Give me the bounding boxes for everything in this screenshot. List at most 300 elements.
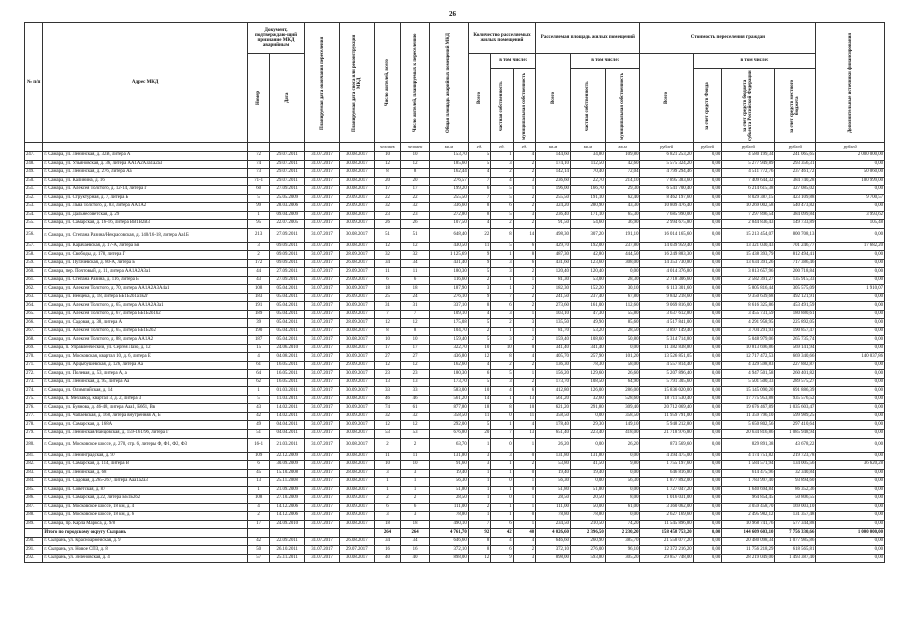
table-cell: 0,00 — [605, 486, 640, 495]
table-cell: 5 207 896,40 — [640, 370, 693, 379]
table-cell: 74,20 — [605, 520, 640, 529]
table-cell: 74 — [374, 404, 401, 413]
table-cell: 0,00 — [693, 310, 722, 319]
table-cell: 297 410,64 — [775, 421, 816, 430]
table-cell: 252. — [25, 194, 43, 203]
table-cell: 16 014 165,60 — [640, 228, 693, 242]
table-row — [25, 395, 885, 404]
table-cell: 10 809 476,40 — [640, 203, 693, 212]
table-cell: 51 — [401, 228, 430, 242]
table-cell: 31.07.2017 — [305, 361, 340, 370]
table-cell: 13 526 851,05 — [640, 353, 693, 362]
table-cell: 327 085,02 — [775, 186, 816, 195]
header-doc-date: Дата — [284, 92, 290, 104]
table-cell: 3 637 612,80 — [640, 310, 693, 319]
table-cell: 78,80 — [570, 512, 605, 521]
table-cell: 105,48 — [816, 220, 885, 229]
table-cell: 877,80 — [429, 404, 468, 413]
table-cell: 19 676 467,89 — [722, 404, 775, 413]
table-cell: 78,30 — [570, 361, 605, 370]
table-cell: 577 344,88 — [775, 520, 816, 529]
table-cell: 0,00 — [816, 503, 885, 512]
table-cell: 701 246,77 — [775, 242, 816, 251]
table-cell: 2 495 982,12 — [722, 512, 775, 521]
table-cell: 431,60 — [536, 259, 571, 268]
table-cell: 81,70 — [536, 327, 571, 336]
table-cell: 50,80 — [605, 336, 640, 345]
table-cell: 412,80 — [536, 387, 571, 396]
table-cell: 31.07.2017 — [305, 378, 340, 387]
table-cell: 2 — [468, 327, 490, 336]
table-cell: 257. — [25, 242, 43, 251]
table-cell: 29,30 — [605, 186, 640, 195]
table-cell: 285. — [25, 486, 43, 495]
table-cell: 0,00 — [693, 336, 722, 345]
table-cell: 111,00 — [536, 503, 571, 512]
table-cell: 0,00 — [693, 186, 722, 195]
table-cell: 26,20 — [536, 438, 571, 452]
table-cell: 7 — [491, 293, 513, 302]
table-cell: 91,50 — [536, 220, 571, 229]
table-cell: 9 700,57 — [816, 194, 885, 203]
unit-cell — [43, 143, 248, 152]
table-cell: 272. — [25, 370, 43, 379]
table-cell: 14.02.2011 — [270, 404, 305, 413]
table-cell: 0,00 — [693, 395, 722, 404]
table-cell: 191,10 — [605, 228, 640, 242]
table-cell: 131,80 — [570, 452, 605, 461]
table-cell: 2 — [513, 220, 535, 229]
table-cell: 91,60 — [429, 461, 468, 470]
table-cell: 31.07.2017 — [305, 486, 340, 495]
table-cell: 13 — [374, 378, 401, 387]
header-fund: за счет средств Фонда — [704, 81, 710, 130]
table-cell: 9 — [491, 554, 513, 563]
table-cell: 23 — [374, 211, 401, 220]
table-cell: 28.09.2017 — [339, 251, 374, 260]
table-cell: 28.08.2017 — [339, 469, 374, 478]
table-cell: 7 — [401, 310, 430, 319]
table-cell: 214,10 — [605, 177, 640, 186]
header-count-municipal: муниципальная собственность — [521, 71, 527, 140]
table-cell: 108,60 — [570, 336, 605, 345]
table-cell: г. Самара, ул. Алексея Толстого, д. 12-14, литера Г — [43, 186, 248, 195]
table-cell: 5 948 212,80 — [640, 421, 693, 430]
table-row — [25, 486, 885, 495]
table-cell: 182,30 — [536, 285, 571, 294]
table-cell: 61 — [401, 404, 430, 413]
table-cell: 24.06.2010 — [270, 344, 305, 353]
table-cell: 2 — [374, 495, 401, 504]
table-cell: 717 386,46 — [775, 259, 816, 268]
table-row — [25, 520, 885, 529]
unit-cell — [305, 143, 340, 152]
header-extra-sources: Дополнительные источники финансирования — [847, 32, 853, 133]
table-body — [25, 152, 885, 563]
table-cell: 14 039 959,40 — [640, 242, 693, 251]
table-cell: 1 — [491, 421, 513, 430]
table-cell: 180,30 — [429, 268, 468, 277]
table-cell: 144 609 603,10 — [722, 529, 775, 538]
table-cell: 280,90 — [570, 203, 605, 212]
table-cell: 646 816,80 — [640, 469, 693, 478]
header-count-total: Всего — [476, 92, 482, 104]
table-cell: 30.09.2017 — [339, 378, 374, 387]
table-cell: 166,70 — [570, 186, 605, 195]
table-cell: 2 — [491, 220, 513, 229]
table-cell: 10 968 741,76 — [722, 520, 775, 529]
table-cell: 0,00 — [816, 336, 885, 345]
table-cell: 55,80 — [605, 310, 640, 319]
table-cell: 2 — [513, 378, 535, 387]
table-cell: 829 891,38 — [722, 438, 775, 452]
table-cell: 22.07.2005 — [270, 220, 305, 229]
table-cell: 149 733,89 — [775, 220, 816, 229]
table-cell: 0,00 — [693, 327, 722, 336]
table-cell: 25.05.2009 — [270, 194, 305, 203]
table-cell: 9,80 — [605, 461, 640, 470]
table-cell: 284. — [25, 478, 43, 487]
table-cell: 15 836 020,00 — [640, 387, 693, 396]
table-cell: 30.09.2017 — [339, 220, 374, 229]
table-cell: 1 — [247, 387, 269, 396]
table-cell: 131 357,48 — [775, 512, 816, 521]
table-cell: 31.07.2017 — [305, 327, 340, 336]
table-row — [25, 361, 885, 370]
table-cell: г. Самара, ул. Арцыбушевская, д. 126, литера Аа — [43, 361, 248, 370]
table-cell: 22 — [468, 228, 490, 242]
unit-cell: ед. — [513, 143, 535, 152]
table-row — [25, 404, 885, 413]
table-cell: 34 — [374, 537, 401, 546]
table-cell: 62,40 — [605, 194, 640, 203]
table-cell: г. Самара, ул. Самарская, д.22, литера ББ1Б2б2 — [43, 495, 248, 504]
table-cell: 4 761,70 — [429, 529, 468, 538]
table-cell: 257,90 — [570, 353, 605, 362]
table-cell: 09.04.2009 — [270, 211, 305, 220]
table-cell: 27.09.2011 — [270, 276, 305, 285]
table-cell: 0,00 — [693, 529, 722, 538]
table-cell: 190 857,47 — [775, 327, 816, 336]
table-cell: 109,10 — [429, 310, 468, 319]
table-cell: 56,30 — [429, 478, 468, 487]
table-cell: 12 — [468, 353, 490, 362]
table-cell: 46 — [374, 395, 401, 404]
table-cell: г. Самара, ул. Алексея Толстого, д. 70, литера АА1А2А3А4а1 — [43, 285, 248, 294]
table-cell: 22 — [401, 194, 430, 203]
table-cell: 04.04.2011 — [270, 421, 305, 430]
table-cell: 278. — [25, 421, 43, 430]
table-cell: 187,90 — [429, 285, 468, 294]
table-cell: 29.07.2011 — [270, 152, 305, 161]
table-cell: 1 — [247, 211, 269, 220]
table-cell: 20 — [468, 429, 490, 438]
table-cell: 1 — [513, 495, 535, 504]
table-cell: 31.07.2017 — [305, 404, 340, 413]
table-cell: 144,60 — [536, 152, 571, 161]
table-cell — [247, 529, 269, 538]
table-cell: 24 — [401, 293, 430, 302]
table-cell: 8 — [491, 404, 513, 413]
table-row — [25, 152, 885, 161]
table-cell: 31.07.2017 — [305, 177, 340, 186]
table-row — [25, 285, 885, 294]
table-cell: 3 — [491, 268, 513, 277]
table-cell: 1 — [491, 327, 513, 336]
table-cell: г. Самара, ул. Ленинская/Ванцовская, д. 159-161/96, литера Г — [43, 429, 248, 438]
table-cell: 31 — [401, 302, 430, 311]
table-cell: 249. — [25, 169, 43, 178]
header-area-group: Расселяемая площадь жилых помещений — [536, 23, 640, 54]
table-cell: 264. — [25, 302, 43, 311]
table-row — [25, 169, 885, 178]
table-cell: 3 — [401, 469, 430, 478]
table-cell: 7 297 896,54 — [722, 211, 775, 220]
table-cell: 5 — [468, 421, 490, 430]
table-cell: 1 — [491, 395, 513, 404]
table-cell: 6 — [401, 503, 430, 512]
table-cell: 237,40 — [570, 293, 605, 302]
table-cell: 36 620,28 — [816, 461, 885, 470]
table-cell: 18 — [468, 404, 490, 413]
table-cell: 31.07.2017 — [305, 395, 340, 404]
table-cell: 11 — [374, 268, 401, 277]
table-cell: 0,00 — [605, 344, 640, 353]
table-cell: 269. — [25, 344, 43, 353]
table-cell: г. Самара, ул. Самарская, д. 114, литера В — [43, 461, 248, 470]
table-cell: г. Самара, ул. Садовая, д.265-267, литера Ааа1а2а3 — [43, 478, 248, 487]
table-cell: 30.08.2017 — [339, 520, 374, 529]
table-cell: 178,40 — [536, 421, 571, 430]
table-cell: 2 — [491, 169, 513, 178]
table-cell: 8 — [468, 537, 490, 546]
table-cell: 528,60 — [605, 395, 640, 404]
unit-cell: кв.м — [605, 143, 640, 152]
table-cell: 31.07.2017 — [305, 319, 340, 328]
table-cell: 0,00 — [816, 387, 885, 396]
table-cell: 12 372 216,20 — [640, 546, 693, 555]
table-cell: 4 174 751,82 — [722, 452, 775, 461]
table-cell: 31.07.2017 — [305, 438, 340, 452]
table-cell: 53,00 — [570, 276, 605, 285]
table-cell: 0,00 — [816, 486, 885, 495]
table-cell: 112,60 — [605, 302, 640, 311]
table-cell: 289 575,27 — [775, 378, 816, 387]
unit-cell — [270, 143, 305, 152]
table-cell: 20 — [401, 177, 430, 186]
table-cell: 70,40 — [570, 169, 605, 178]
table-cell: 10 — [401, 461, 430, 470]
table-cell: 175,08 — [429, 319, 468, 328]
table-cell: 341,40 — [536, 344, 571, 353]
table-cell: 32 — [401, 251, 430, 260]
table-row — [25, 438, 885, 452]
table-cell: 109,80 — [605, 152, 640, 161]
table-cell: 17 — [401, 186, 430, 195]
table-cell: 264 — [374, 529, 401, 538]
table-cell: 8 616 325,86 — [722, 302, 775, 311]
table-cell: 270. — [25, 353, 43, 362]
table-cell: 11 — [468, 412, 490, 421]
table-cell: 13 634 391,26 — [722, 259, 775, 268]
table-cell: 0,00 — [816, 228, 885, 242]
header-residents-total: Число жителей, всего — [384, 59, 390, 106]
table-cell: 251. — [25, 186, 43, 195]
unit-cell: рублей — [693, 143, 722, 152]
table-cell: г. Самара, ул. Алексея Толстого, д. 88, литера АА1А2 — [43, 336, 248, 345]
table-cell: 0,00 — [693, 228, 722, 242]
table-cell: 9 842 218,60 — [640, 293, 693, 302]
table-cell: 108,50 — [570, 378, 605, 387]
table-cell: 898,00 — [536, 554, 571, 563]
table-cell: 0,00 — [693, 520, 722, 529]
table-cell: 3 — [491, 160, 513, 169]
table-cell: 614 475,96 — [722, 469, 775, 478]
table-cell: 27.09.2011 — [270, 186, 305, 195]
table-cell — [270, 529, 305, 538]
table-cell: 8 462 197,60 — [640, 194, 693, 203]
table-cell: 25.11.2011 — [270, 554, 305, 563]
table-cell: 191 — [247, 302, 269, 311]
table-cell: 1 000 000,00 — [816, 529, 885, 538]
header-cost-group: Стоимость переселения граждан — [640, 23, 816, 54]
table-cell: 192,00 — [570, 242, 605, 251]
table-cell: 19,40 — [429, 469, 468, 478]
table-cell: 31.07.2017 — [305, 203, 340, 212]
table-cell: 3 897 149,40 — [640, 327, 693, 336]
table-cell: 4 511 772,76 — [722, 169, 775, 178]
table-cell: Итого по городскому округу Сызрань — [43, 529, 248, 538]
table-cell: 4 394 475,00 — [640, 452, 693, 461]
table-cell: 49,90 — [570, 319, 605, 328]
table-cell: 4 026,60 — [536, 529, 571, 538]
table-cell: 429,70 — [536, 242, 571, 251]
table-cell: 23 — [374, 370, 401, 379]
unit-cell: ед. — [491, 143, 513, 152]
table-cell: 16 — [401, 546, 430, 555]
table-cell: 10 — [468, 344, 490, 353]
table-cell: 30.09.2017 — [339, 495, 374, 504]
table-cell: 171,10 — [570, 211, 605, 220]
table-cell: 444,50 — [605, 251, 640, 260]
table-cell: 39 — [247, 319, 269, 328]
table-cell: 0,00 — [693, 461, 722, 470]
table-cell: 31.07.2017 — [305, 461, 340, 470]
table-cell: 16.05.2011 — [270, 370, 305, 379]
units-row — [25, 143, 885, 152]
table-cell: 1 — [491, 486, 513, 495]
table-cell: 29.07.2011 — [270, 160, 305, 169]
table-cell: 286,00 — [605, 387, 640, 396]
table-cell: 31.07.2017 — [305, 211, 340, 220]
table-cell: 0,00 — [693, 512, 722, 521]
table-cell: 30.08.2017 — [339, 169, 374, 178]
table-cell: 9 — [468, 293, 490, 302]
table-cell: 4 799 294,46 — [640, 169, 693, 178]
table-cell: 1 783 997,40 — [722, 478, 775, 487]
table-cell: 0 — [491, 495, 513, 504]
header-residents-planned: Число жителей, планируемых к переселению — [412, 33, 418, 132]
table-cell: 5 — [468, 268, 490, 277]
table-cell: г. Сызрань, ул. Новое СПЗ, д. 8 — [43, 546, 248, 555]
table-cell: 30.09.2017 — [339, 512, 374, 521]
table-cell: 56,30 — [605, 478, 640, 487]
table-cell: 6 214 615,38 — [722, 186, 775, 195]
table-cell: 2 — [513, 194, 535, 203]
table-cell: 21.03.2011 — [270, 438, 305, 452]
table-cell: 593,80 — [570, 554, 605, 563]
table-cell: 1 — [491, 512, 513, 521]
table-cell: 65,30 — [605, 211, 640, 220]
table-row — [25, 186, 885, 195]
table-cell: г. Самара, ул. Степана Разина, д. 116, литера Б — [43, 276, 248, 285]
table-cell: 31.07.2017 — [305, 469, 340, 478]
table-cell: 5 — [491, 211, 513, 220]
table-cell: 2 — [513, 361, 535, 370]
table-cell: 669 340,66 — [775, 353, 816, 362]
table-cell: 51 — [374, 228, 401, 242]
table-cell: 237 461,72 — [775, 169, 816, 178]
table-cell: 265 735,74 — [775, 336, 816, 345]
table-cell: 1 584 571,94 — [722, 461, 775, 470]
table-cell: 4 — [513, 421, 535, 430]
header-cost-including: в том числе: — [693, 54, 816, 69]
table-cell: 10 269 002,58 — [722, 203, 775, 212]
table-cell: 51,80 — [429, 486, 468, 495]
unit-cell — [339, 143, 374, 152]
table-cell: 18 711 530,40 — [640, 395, 693, 404]
table-cell: 0,00 — [693, 421, 722, 430]
table-row — [25, 537, 885, 546]
table-cell: 2 — [401, 438, 430, 452]
table-cell: 31.07.2017 — [305, 387, 340, 396]
table-cell: 1 755 197,60 — [640, 461, 693, 470]
table-cell: 8 — [468, 203, 490, 212]
table-cell: 289. — [25, 520, 43, 529]
table-cell: 0,00 — [693, 194, 722, 203]
table-cell: 2 — [513, 461, 535, 470]
table-cell: 5 791 305,60 — [640, 378, 693, 387]
page-number: 26 — [449, 10, 456, 18]
table-cell: 0,00 — [816, 478, 885, 487]
table-cell: 30.08.2017 — [339, 344, 374, 353]
table-cell: г. Самара, ул. Московское шоссе, 18 км, д. 4 — [43, 503, 248, 512]
table-cell: 2 — [513, 203, 535, 212]
table-cell: 13 — [401, 378, 430, 387]
table-cell: 27.09.2011 — [270, 268, 305, 277]
table-cell: 28.03.2006 — [270, 203, 305, 212]
table-cell: 09.09.2011 — [270, 242, 305, 251]
table-cell: 0,00 — [693, 211, 722, 220]
table-cell: 31.07.2017 — [305, 293, 340, 302]
table-cell: 7 — [468, 520, 490, 529]
table-cell: г. Самара, пр. Карла Маркса, д. 9/8 — [43, 520, 248, 529]
table-cell: 49 — [247, 421, 269, 430]
table-row — [25, 211, 885, 220]
table-cell: 1 077 985,86 — [775, 537, 816, 546]
table-cell: 1 — [468, 486, 490, 495]
table-cell: 7 — [468, 177, 490, 186]
table-cell: г. Самара, ул. Льва Толстого, д. 83, литера АА1А2 — [43, 203, 248, 212]
table-cell: 646,60 — [429, 537, 468, 546]
table-cell: 2 — [468, 503, 490, 512]
table-cell: 11 — [401, 268, 430, 277]
table-cell: 0,00 — [605, 512, 640, 521]
table-cell: г. Самара, ул. Самарская, д. 16-16, литера ВВ1В2В3 — [43, 220, 248, 229]
table-cell: 73 — [247, 169, 269, 178]
table-cell: 6 — [513, 259, 535, 268]
table-cell: 31.07.2017 — [305, 512, 340, 521]
